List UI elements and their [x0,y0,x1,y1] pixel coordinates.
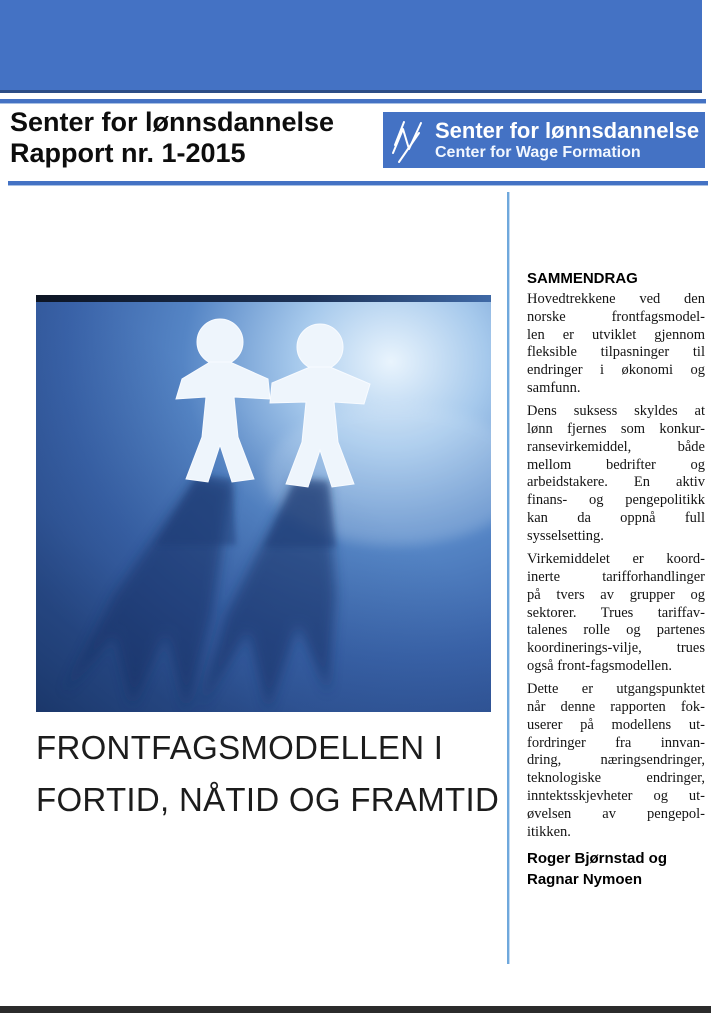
paragraph-line: inntektsskjevheter og ut- [527,788,705,805]
report-header [10,107,380,169]
paragraph-line: kan da oppnå full [527,510,705,527]
summary-heading: SAMMENDRAG [527,270,638,287]
paragraph-line: itikken. [527,823,571,840]
logo-name-norwegian: Senter for lønnsdannelse [435,117,700,143]
paragraph-line: lønn fjernes som konkur- [527,421,705,438]
paragraph-line: Dette er utgangspunktet [527,681,705,698]
paragraph-line: teknologiske endringer, [527,770,705,787]
report-number: Rapport nr. 1-2015 [10,138,246,168]
paragraph-line: talenes rolle og partenes [527,622,705,639]
paragraph-line: Dens suksess skyldes at [527,403,705,420]
summary-paragraph [527,681,705,841]
cover-photo-paper-figures [36,295,491,712]
column-divider-rule [507,192,510,964]
paragraph-line: norske frontfagsmodel- [527,308,705,325]
paragraph-line: finans- og pengepolitikk [527,492,705,509]
line-chart-scribble-icon [383,115,435,165]
paragraph-line: dring, næringsendringer, [527,752,705,769]
logo-name-english: Center for Wage Formation [435,143,641,161]
summary-column [527,269,705,890]
paragraph-line: øvelsen av pengepol- [527,805,705,822]
paragraph-line: på tvers av grupper og [527,586,705,603]
paragraph-line: endringer i økonomi og [527,362,705,379]
paragraph-line: fordringer fra innvan- [527,734,705,751]
summary-paragraph [527,291,705,398]
top-banner-band [0,0,702,93]
report-series-title: Senter for lønnsdannelse [10,107,335,137]
summary-paragraph [527,551,705,676]
paragraph-line: også front-fagsmodellen. [527,657,672,674]
paragraph-line: mellom bedrifter og [527,456,705,473]
authors [527,848,705,890]
paragraph-line: samfunn. [527,379,581,396]
paragraph-line: inerte tarifforhandlinger [527,568,705,585]
paragraph-line: Virkemiddelet er koord- [527,551,705,568]
paragraph-line: koordinerings-vilje, trues [527,640,705,657]
paragraph-line: sektorer. Trues tariffav- [527,604,705,621]
paragraph-line: når denne rapporten fok- [527,699,705,716]
text-line: Ragnar Nymoen [527,871,643,889]
header-bottom-rule [8,181,708,186]
paragraph-line: len er utviklet gjennom [527,326,705,343]
footer-bar [0,1006,711,1013]
cover-title [36,722,506,826]
paragraph-line: Hovedtrekkene ved den [527,291,705,307]
header-top-rule [0,99,706,104]
paragraph-line: ransevirkemiddel, både [527,438,705,455]
cover-title-line1: FRONTFAGSMODELLEN I [36,729,444,766]
paragraph-line: userer på modellens ut- [527,716,705,733]
summary-paragraphs [527,291,705,841]
logo-text [435,119,705,162]
summary-paragraph [527,403,705,545]
text-line: Roger Bjørnstad og [527,850,668,868]
paragraph-line: fleksible tilpasninger til [527,344,705,361]
paragraph-line: sysselsetting. [527,527,604,544]
cover-title-line2: FORTID, NÅTID OG FRAMTID [36,781,500,818]
paragraph-line: arbeidstakere. En aktiv [527,474,705,491]
organization-logo [383,112,705,168]
